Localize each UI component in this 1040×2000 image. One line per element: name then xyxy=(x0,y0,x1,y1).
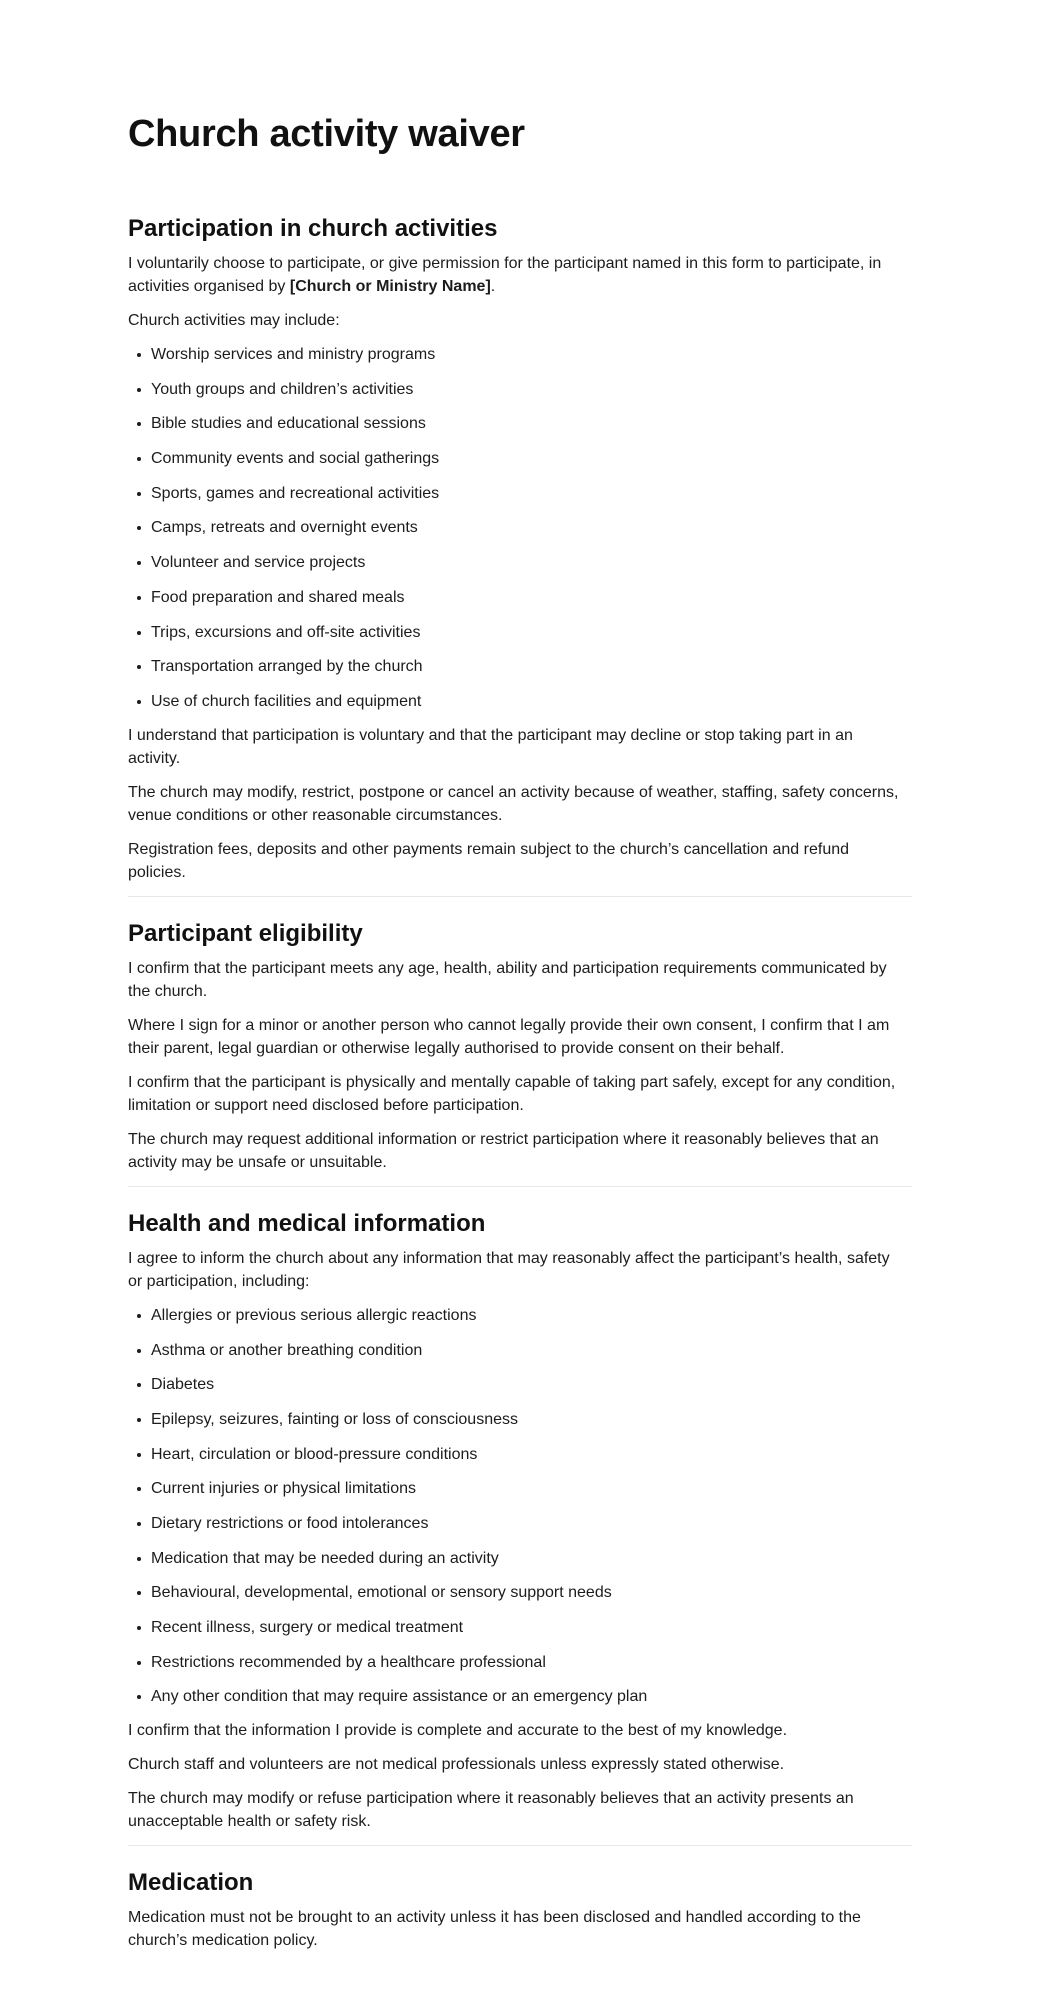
list-item: Food preparation and shared meals xyxy=(128,586,912,609)
health-intro: I agree to inform the church about any information that may reasonably affect the participant’s health, safety or participation, including: xyxy=(128,1249,890,1290)
list-item: Sports, games and recreational activities xyxy=(128,482,912,505)
section-eligibility xyxy=(128,919,912,1174)
section-divider xyxy=(128,1186,912,1187)
paragraph: The church may request additional information or restrict participation where it reasonably believes that an activity may be unsafe or unsuitable. xyxy=(128,1130,879,1171)
list-item: Epilepsy, seizures, fainting or loss of consciousness xyxy=(128,1408,912,1431)
section-heading: Participant eligibility xyxy=(128,919,363,947)
list-item: Medication that may be needed during an activity xyxy=(128,1547,912,1570)
list-item: Transportation arranged by the church xyxy=(128,655,912,678)
paragraph: The church may modify or refuse participation where it reasonably believes that an activity presents an unacceptable health or safety risk. xyxy=(128,1790,854,1831)
list-intro: Church activities may include: xyxy=(128,312,340,329)
list-item: Restrictions recommended by a healthcare professional xyxy=(128,1651,912,1674)
list-item: Bible studies and educational sessions xyxy=(128,412,912,435)
paragraph: I understand that participation is voluntary and that the participant may decline or stop taking part in an activity. xyxy=(128,726,853,767)
list-item: Asthma or another breathing condition xyxy=(128,1339,912,1362)
paragraph: I confirm that the participant is physically and mentally capable of taking part safely, except for any condition, limitation or support need disclosed before participation. xyxy=(128,1073,896,1114)
list-item: Recent illness, surgery or medical treatment xyxy=(128,1616,912,1639)
list-item: Volunteer and service projects xyxy=(128,551,912,574)
list-item: Camps, retreats and overnight events xyxy=(128,516,912,539)
section-medication xyxy=(128,1868,912,1952)
paragraph: The church may modify, restrict, postpone or cancel an activity because of weather, staffing, safety concerns, venue conditions or other reasonable circumstances. xyxy=(128,783,899,824)
section-heading: Medication xyxy=(128,1869,254,1897)
participation-intro xyxy=(128,252,908,298)
paragraph: I confirm that the participant meets any age, health, ability and participation requirements communicated by the church. xyxy=(128,959,887,1000)
section-health xyxy=(128,1209,912,1834)
list-item: Dietary restrictions or food intolerances xyxy=(128,1512,912,1535)
paragraph: Where I sign for a minor or another person who cannot legally provide their own consent, I confirm that I am their parent, legal guardian or otherwise legally authorised to provide consent on their behalf. xyxy=(128,1016,890,1057)
list-item: Heart, circulation or blood-pressure conditions xyxy=(128,1443,912,1466)
list-item: Community events and social gatherings xyxy=(128,447,912,470)
list-item: Trips, excursions and off-site activities xyxy=(128,621,912,644)
paragraph: Church staff and volunteers are not medical professionals unless expressly stated otherwise. xyxy=(128,1756,785,1774)
list-item: Allergies or previous serious allergic reactions xyxy=(128,1304,912,1327)
list-item: Any other condition that may require assistance or an emergency plan xyxy=(128,1685,912,1708)
intro-text: I voluntarily choose to participate, or give permission for the participant named in this form to participate, in activities organised by xyxy=(128,255,882,295)
list-item: Use of church facilities and equipment xyxy=(128,690,912,713)
intro-text-end: . xyxy=(490,278,496,295)
section-divider xyxy=(128,896,912,897)
list-item: Current injuries or physical limitations xyxy=(128,1477,912,1500)
list-item: Youth groups and children’s activities xyxy=(128,378,912,401)
page-title: Church activity waiver xyxy=(128,113,525,155)
church-name-placeholder: [Church or Ministry Name] xyxy=(289,278,491,295)
list-item: Diabetes xyxy=(128,1373,912,1396)
section-heading: Health and medical information xyxy=(128,1209,486,1237)
list-item: Worship services and ministry programs xyxy=(128,343,912,366)
section-divider xyxy=(128,1845,912,1846)
paragraph: I confirm that the information I provide is complete and accurate to the best of my knowledge. xyxy=(128,1722,788,1740)
paragraph: Medication must not be brought to an activity unless it has been disclosed and handled according to the church’s medication policy. xyxy=(128,1909,861,1950)
section-participation xyxy=(128,214,912,884)
section-heading: Participation in church activities xyxy=(128,215,498,242)
conditions-list xyxy=(128,1304,912,1709)
activities-list xyxy=(128,343,912,713)
paragraph: Registration fees, deposits and other payments remain subject to the church’s cancellation and refund policies. xyxy=(128,840,850,881)
list-item: Behavioural, developmental, emotional or sensory support needs xyxy=(128,1581,912,1604)
